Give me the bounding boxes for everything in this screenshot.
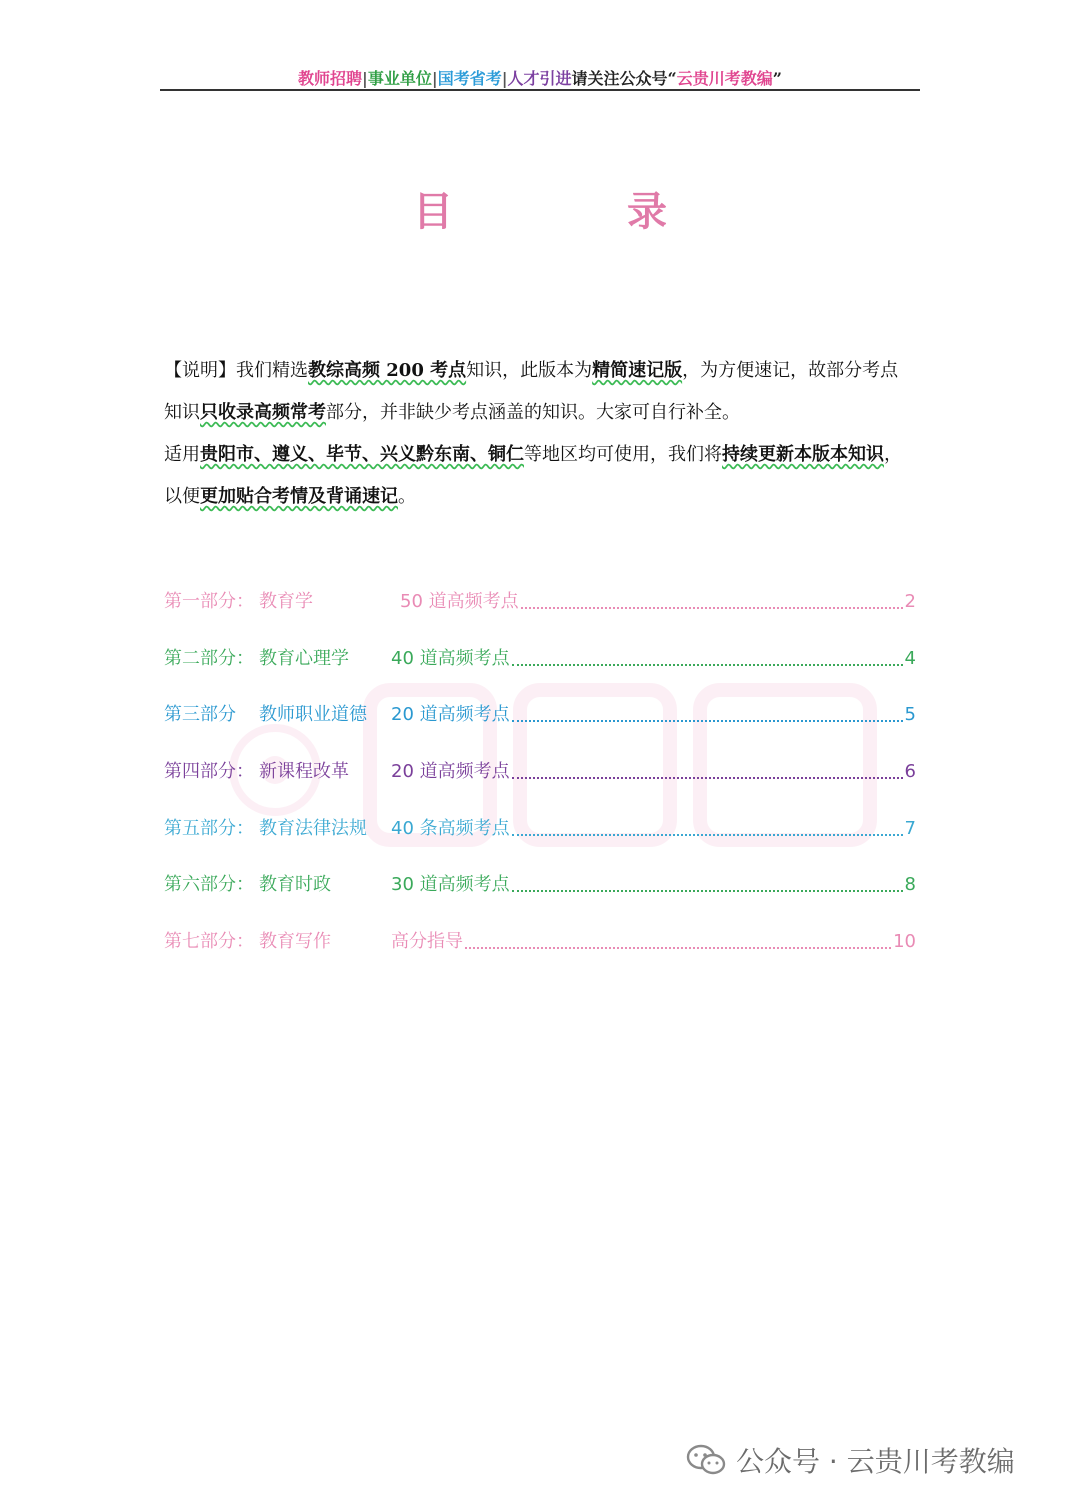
note-text: ，为方便速记，故部分考点	[682, 360, 899, 381]
note-line-1	[164, 350, 924, 392]
toc-entry-part: 第六部分：	[164, 874, 254, 896]
toc-entry-page: 8	[904, 874, 916, 896]
toc-entry-part: 第一部分：	[164, 591, 254, 612]
toc-entry-topic: 教师职业道德	[259, 704, 367, 726]
note-highlight: 贵阳市、遵义、毕节、兴义黔东南、铜仁	[200, 444, 524, 465]
toc-entry-part: 第三部分	[164, 704, 236, 726]
toc-entry-topic: 新课程改革	[259, 761, 349, 783]
toc-entry-page: 2	[904, 591, 916, 612]
toc-entry-page: 4	[904, 647, 916, 669]
toc-entry[interactable]	[164, 698, 916, 755]
toc-entry-page: 5	[904, 704, 916, 726]
toc-entry-description: 20 道高频考点	[391, 761, 510, 783]
header-segment: |	[362, 69, 368, 88]
toc-entry-description: 30 道高频考点	[391, 874, 510, 896]
toc-entry-topic: 教育法律法规	[259, 817, 367, 839]
toc-entry-part: 第五部分：	[164, 817, 254, 839]
toc-entry[interactable]	[164, 585, 916, 642]
note-highlight: 教综高频 200 考点	[308, 360, 467, 381]
toc-entry-description: 高分指导	[391, 931, 463, 953]
note-line-2	[164, 392, 924, 434]
header-segment: 国考省考	[437, 69, 502, 88]
note-text: 【说明】我们精选	[164, 360, 308, 381]
toc-entry-topic: 教育心理学	[259, 647, 349, 669]
toc-entry-description: 20 道高频考点	[391, 704, 510, 726]
toc-entry-description: 40 道高频考点	[391, 647, 510, 669]
toc-entry[interactable]	[164, 755, 916, 812]
header-divider	[160, 89, 920, 91]
note-text: 知识，此版本为	[466, 360, 593, 381]
toc-entry-page: 10	[893, 931, 916, 953]
header-segment: 事业单位	[367, 69, 432, 88]
toc-leader-dots	[465, 925, 891, 949]
note-text: 以便	[164, 486, 200, 507]
toc-entry-part: 第七部分：	[164, 931, 254, 953]
header-segment: |	[431, 69, 438, 88]
toc-entry[interactable]	[164, 642, 916, 699]
note-text: 知识	[164, 402, 200, 423]
note-highlight: 只收录高频常考	[200, 402, 326, 423]
header-segment: 云贵川考教编	[676, 69, 773, 88]
description-note	[164, 350, 924, 518]
footer-account	[686, 1440, 1015, 1480]
toc-entry-topic: 教育学	[259, 591, 313, 612]
footer-account-name: 公众号 · 云贵川考教编	[736, 1445, 1015, 1478]
header-segment: 请关注公众号“	[571, 69, 677, 88]
toc-leader-dots	[512, 698, 903, 722]
note-highlight: 持续更新本版本知识	[722, 444, 884, 465]
toc-entry-description: 50 道高频考点	[400, 591, 519, 612]
note-highlight: 精简速记版	[592, 360, 683, 381]
toc-entry[interactable]	[164, 925, 916, 982]
wechat-icon	[686, 1443, 726, 1477]
table-of-contents	[164, 585, 916, 982]
toc-entry[interactable]	[164, 812, 916, 869]
page-title: 目 录	[413, 188, 747, 235]
toc-entry-page: 6	[904, 761, 916, 783]
header-segment: ”	[772, 69, 782, 88]
toc-leader-dots	[512, 812, 903, 836]
toc-entry-topic: 教育写作	[259, 931, 331, 953]
toc-entry[interactable]	[164, 868, 916, 925]
page-header	[160, 66, 920, 90]
note-line-4	[164, 476, 924, 518]
note-text: ，	[884, 444, 902, 465]
note-text: 等地区均可使用，我们将	[524, 444, 722, 465]
toc-leader-dots	[521, 585, 903, 609]
note-highlight: 更加贴合考情及背诵速记	[200, 486, 398, 507]
toc-entry-page: 7	[904, 817, 916, 839]
toc-entry-description: 40 条高频考点	[391, 817, 510, 839]
toc-entry-part: 第二部分：	[164, 647, 254, 669]
header-segment: |	[501, 69, 508, 88]
header-segment: 教师招聘	[298, 69, 363, 88]
toc-leader-dots	[512, 642, 903, 666]
note-line-3	[164, 434, 924, 476]
toc-entry-part: 第四部分：	[164, 761, 254, 783]
toc-leader-dots	[512, 755, 903, 779]
header-segment: 人才引进	[507, 69, 572, 88]
note-text: 适用	[164, 444, 200, 465]
note-text: 。	[398, 486, 416, 507]
toc-leader-dots	[512, 868, 903, 892]
note-text: 部分，并非缺少考点涵盖的知识。大家可自行补全。	[326, 402, 740, 423]
toc-entry-topic: 教育时政	[259, 874, 331, 896]
